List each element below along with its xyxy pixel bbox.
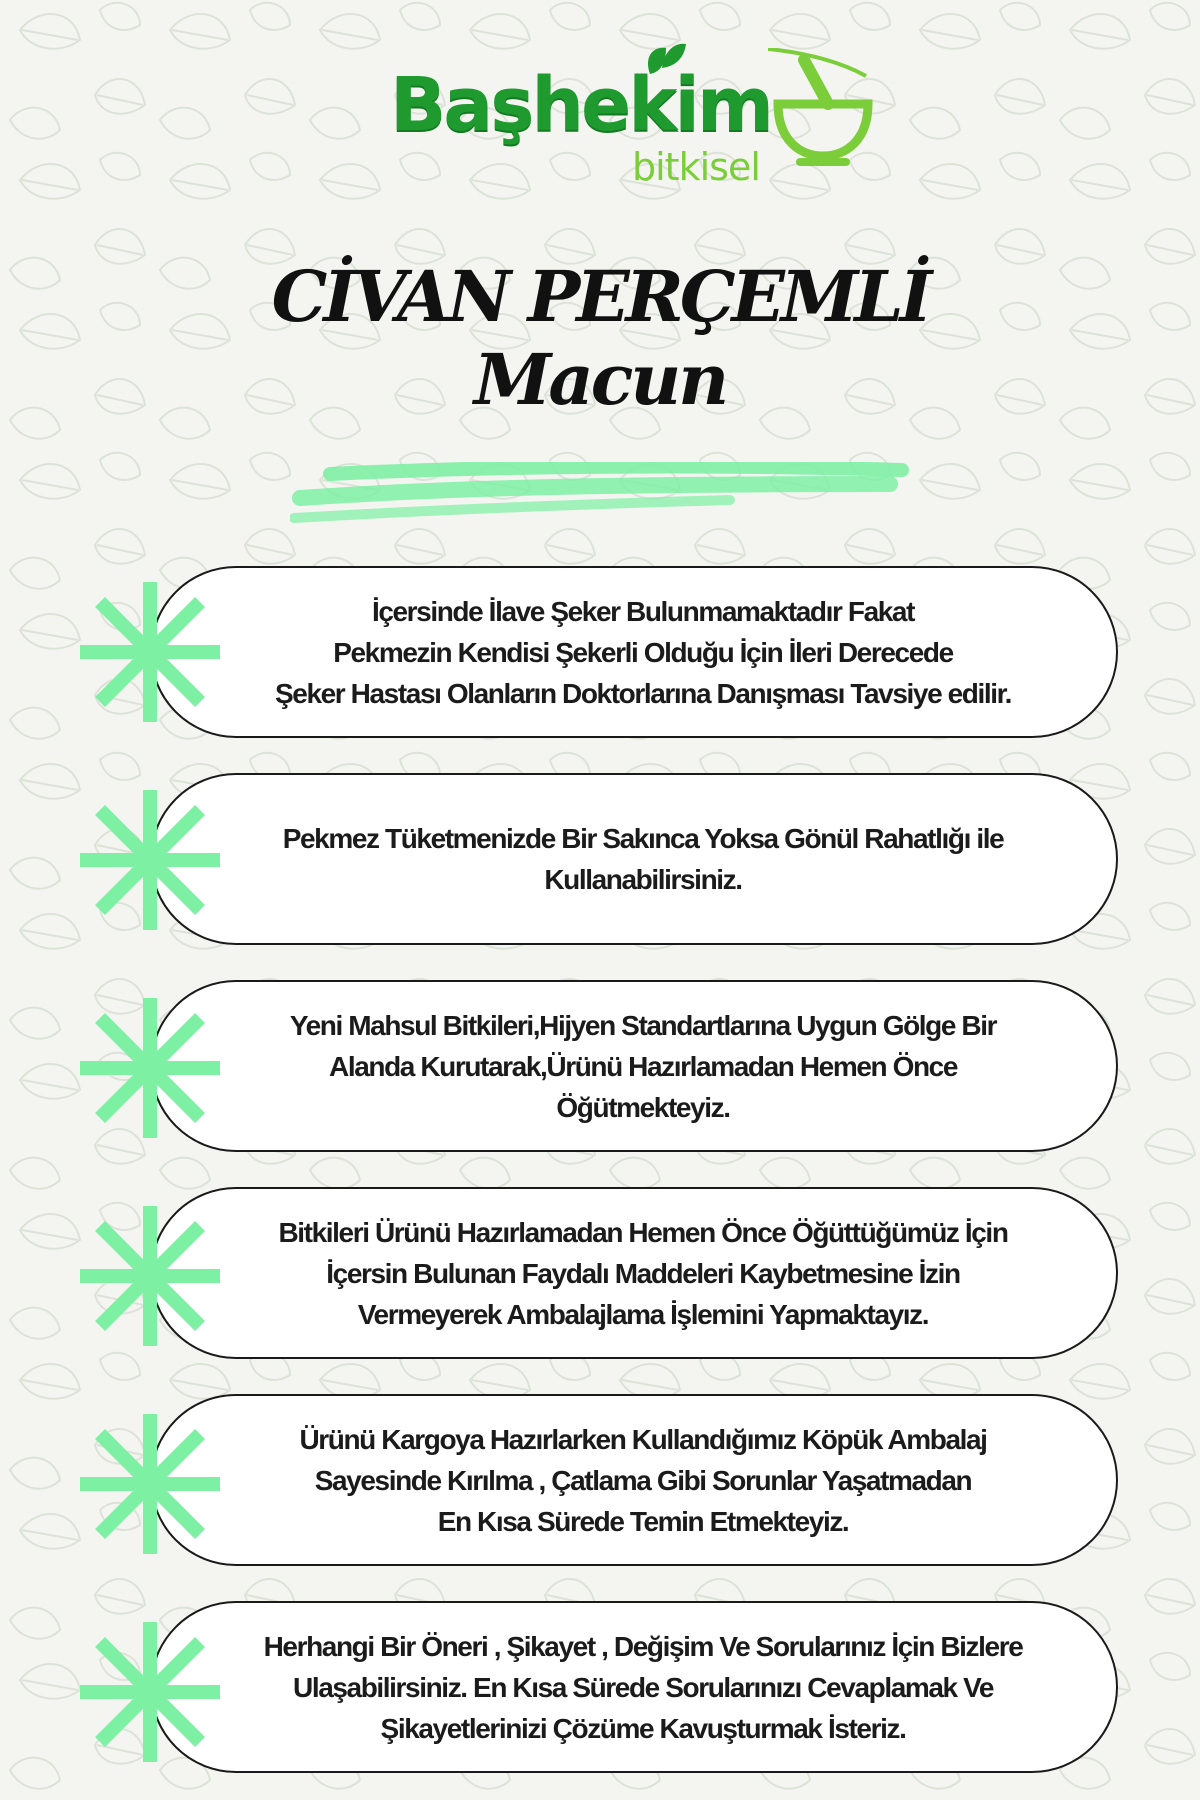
card-line: Sayesinde Kırılma , Çatlama Gibi Sorunlar Yaşatmadan <box>314 1464 972 1496</box>
title-line-2: Macun <box>473 338 727 421</box>
info-card-4 <box>150 1187 1118 1359</box>
info-card-5 <box>150 1394 1118 1566</box>
card-line: Alanda Kurutarak,Ürünü Hazırlamadan Hemen Önce <box>329 1050 957 1082</box>
brush-stroke-decoration <box>290 462 910 532</box>
card-line: Pekmez Tüketmenizde Bir Sakınca Yoksa Gönül Rahatlığı ile <box>282 823 1004 854</box>
card-line: Öğütmekteyiz. <box>556 1091 730 1123</box>
card-line: Pekmezin Kendisi Şekerli Olduğu İçin İleri Derecede <box>333 636 953 668</box>
card-text <box>235 591 1033 714</box>
card-line: Şikayetlerinizi Çözüme Kavuşturmak İsteriz. <box>380 1712 906 1744</box>
card-text <box>224 1626 1045 1749</box>
asterisk-icon <box>80 1622 220 1762</box>
info-card-3 <box>150 980 1118 1152</box>
asterisk-icon <box>80 1414 220 1554</box>
card-line: En Kısa Sürede Temin Etmekteyiz. <box>437 1505 849 1537</box>
info-card-6 <box>150 1601 1118 1773</box>
card-text <box>250 1005 1018 1128</box>
card-text <box>243 818 1026 900</box>
brand-tagline: bitkisel <box>632 145 760 189</box>
card-line: Bitkileri Ürünü Hazırlamadan Hemen Önce Öğüttüğümüz İçin <box>278 1216 1008 1248</box>
card-text <box>259 1419 1008 1542</box>
asterisk-icon <box>80 1206 220 1346</box>
card-text <box>238 1212 1029 1335</box>
info-card-1 <box>150 566 1118 738</box>
card-line: İçersin Bulunan Faydalı Maddeleri Kaybetmesine İzin <box>326 1257 960 1289</box>
card-line: Vermeyerek Ambalajlama İşlemini Yapmaktayız. <box>357 1298 929 1330</box>
card-line: İçersinde İlave Şeker Bulunmamaktadır Fakat <box>371 595 915 627</box>
asterisk-icon <box>80 582 220 722</box>
info-card-2 <box>150 773 1118 945</box>
card-line: Yeni Mahsul Bitkileri,Hijyen Standartlarına Uygun Gölge Bir <box>289 1009 997 1041</box>
card-line: Herhangi Bir Öneri , Şikayet , Değişim Ve Sorularınız İçin Bizlere <box>263 1630 1023 1662</box>
card-line: Kullanabilirsiniz. <box>544 864 742 895</box>
mortar-pestle-icon <box>768 48 878 168</box>
brand-logo <box>380 40 880 200</box>
asterisk-icon <box>80 998 220 1138</box>
card-line: Ürünü Kargoya Hazırlarken Kullandığımız Köpük Ambalaj <box>299 1423 987 1455</box>
card-line: Ulaşabilirsiniz. En Kısa Sürede Sorularınızı Cevaplamak Ve <box>293 1671 993 1703</box>
asterisk-icon <box>80 790 220 930</box>
card-line: Şeker Hastası Olanların Doktorlarına Danışması Tavsiye edilir. <box>275 677 1011 709</box>
title-line-1: CİVAN PERÇEMLİ <box>271 255 929 338</box>
brand-name: Başhekim <box>390 62 771 148</box>
page-title <box>0 255 1200 421</box>
